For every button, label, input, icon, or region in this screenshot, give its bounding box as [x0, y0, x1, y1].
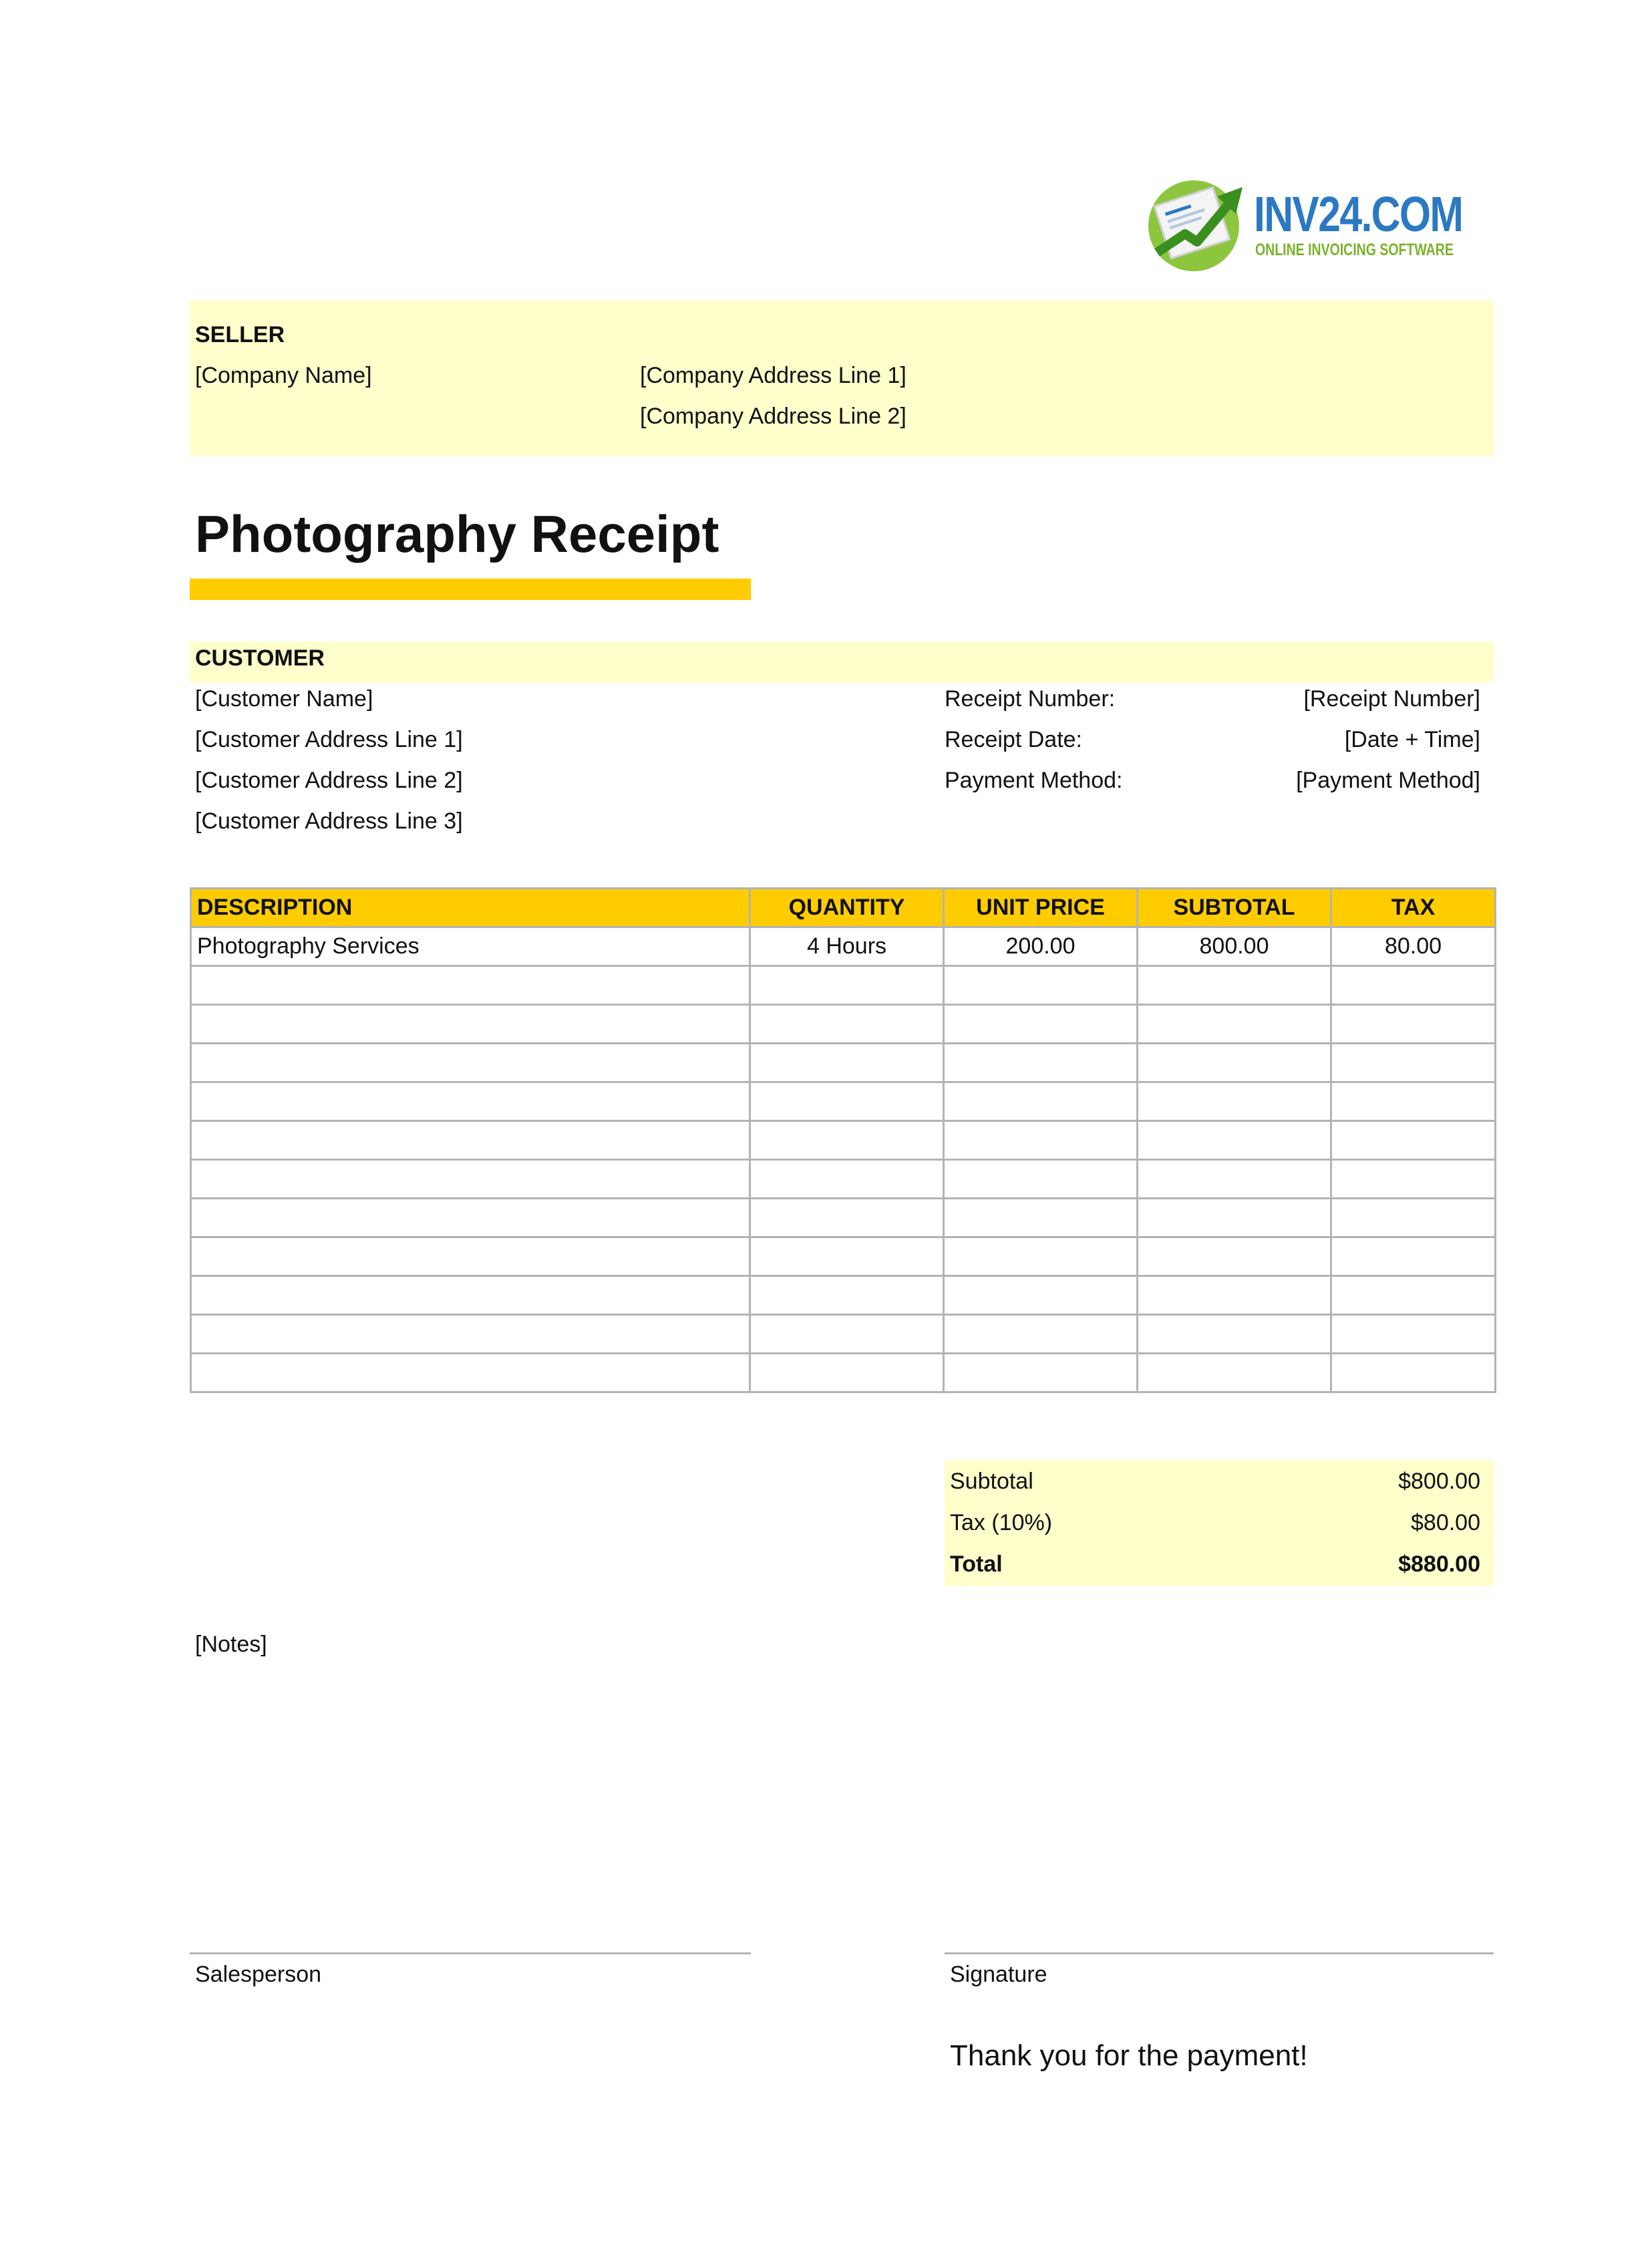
- seller-heading: SELLER: [195, 322, 285, 347]
- col-header-subtotal: SUBTOTAL: [1138, 889, 1331, 927]
- cell-unit-price: [944, 1199, 1138, 1237]
- cell-tax: [1331, 1044, 1496, 1082]
- items-table: [190, 887, 1496, 1393]
- cell-description: [191, 1276, 750, 1315]
- cell-subtotal: [1138, 1199, 1331, 1237]
- receipt-number-label: Receipt Number:: [945, 686, 1116, 712]
- cell-tax: [1331, 1121, 1496, 1160]
- salesperson-line: [190, 1952, 751, 1954]
- payment-method-value: [Payment Method]: [1296, 768, 1480, 793]
- cell-quantity: [750, 1121, 944, 1160]
- cell-description: [191, 966, 750, 1005]
- cell-tax: [1331, 1082, 1496, 1121]
- cell-description: [191, 1044, 750, 1082]
- cell-unit-price: [944, 1044, 1138, 1082]
- table-row: [191, 1160, 1496, 1199]
- cell-description: [191, 1082, 750, 1121]
- page-title: Photography Receipt: [195, 504, 719, 563]
- cell-subtotal: [1138, 1354, 1331, 1392]
- cell-description: [191, 1005, 750, 1044]
- cell-description: [191, 1199, 750, 1237]
- cell-unit-price: [944, 1276, 1138, 1315]
- logo-emblem-icon: [1144, 172, 1251, 273]
- col-header-unit-price: UNIT PRICE: [944, 889, 1138, 927]
- cell-tax: [1331, 1160, 1496, 1199]
- cell-description: [191, 1237, 750, 1276]
- cell-unit-price: [944, 1082, 1138, 1121]
- cell-description: [191, 1121, 750, 1160]
- cell-subtotal: 800.00: [1138, 927, 1331, 966]
- cell-unit-price: [944, 966, 1138, 1005]
- total-label: Total: [950, 1551, 1003, 1577]
- cell-unit-price: [944, 1005, 1138, 1044]
- cell-description: [191, 1354, 750, 1392]
- notes-text: [Notes]: [195, 1632, 267, 1657]
- logo-brand-text: INV24.COM: [1254, 186, 1463, 242]
- cell-unit-price: [944, 1315, 1138, 1354]
- subtotal-label: Subtotal: [950, 1469, 1033, 1494]
- cell-subtotal: [1138, 1044, 1331, 1082]
- logo-tagline: ONLINE INVOICING SOFTWARE: [1255, 241, 1454, 259]
- signature-label: Signature: [950, 1962, 1047, 1987]
- company-logo: [1144, 172, 1463, 273]
- cell-quantity: [750, 1315, 944, 1354]
- cell-tax: [1331, 1237, 1496, 1276]
- cell-subtotal: [1138, 1005, 1331, 1044]
- cell-quantity: [750, 1160, 944, 1199]
- customer-heading-band: [190, 641, 1494, 683]
- table-row: [191, 966, 1496, 1005]
- cell-subtotal: [1138, 966, 1331, 1005]
- table-row: [191, 1276, 1496, 1315]
- seller-address-line2: [Company Address Line 2]: [640, 404, 906, 429]
- table-row: [191, 1199, 1496, 1237]
- tax-label: Tax (10%): [950, 1510, 1053, 1535]
- cell-description: Photography Services: [191, 927, 750, 966]
- table-row: [191, 1044, 1496, 1082]
- cell-tax: [1331, 1354, 1496, 1392]
- cell-quantity: [750, 1044, 944, 1082]
- table-row: [191, 1354, 1496, 1392]
- customer-address-line3: [Customer Address Line 3]: [195, 808, 463, 834]
- receipt-date-value: [Date + Time]: [1344, 727, 1480, 752]
- receipt-number-value: [Receipt Number]: [1303, 686, 1480, 712]
- seller-address-line1: [Company Address Line 1]: [640, 363, 906, 388]
- cell-subtotal: [1138, 1315, 1331, 1354]
- table-row: [191, 1315, 1496, 1354]
- table-header-row: [191, 889, 1496, 927]
- cell-unit-price: [944, 1160, 1138, 1199]
- cell-tax: [1331, 966, 1496, 1005]
- cell-tax: [1331, 1315, 1496, 1354]
- cell-tax: [1331, 1199, 1496, 1237]
- cell-unit-price: [944, 1121, 1138, 1160]
- cell-tax: 80.00: [1331, 927, 1496, 966]
- cell-unit-price: [944, 1237, 1138, 1276]
- title-underline: [190, 579, 751, 600]
- cell-subtotal: [1138, 1276, 1331, 1315]
- customer-address-line2: [Customer Address Line 2]: [195, 768, 463, 793]
- seller-company-name: [Company Name]: [195, 363, 372, 388]
- cell-description: [191, 1160, 750, 1199]
- table-row: [191, 1005, 1496, 1044]
- salesperson-label: Salesperson: [195, 1962, 322, 1987]
- cell-tax: [1331, 1276, 1496, 1315]
- total-value: $880.00: [1398, 1551, 1480, 1577]
- table-row: [191, 1082, 1496, 1121]
- cell-quantity: [750, 1199, 944, 1237]
- cell-subtotal: [1138, 1160, 1331, 1199]
- cell-quantity: [750, 1005, 944, 1044]
- receipt-date-label: Receipt Date:: [945, 727, 1082, 752]
- thank-you-message: Thank you for the payment!: [950, 2039, 1308, 2072]
- cell-quantity: [750, 1237, 944, 1276]
- tax-value: $80.00: [1411, 1510, 1480, 1535]
- cell-subtotal: [1138, 1082, 1331, 1121]
- cell-quantity: [750, 1276, 944, 1315]
- table-row: [191, 927, 1496, 966]
- cell-quantity: 4 Hours: [750, 927, 944, 966]
- cell-description: [191, 1315, 750, 1354]
- cell-subtotal: [1138, 1237, 1331, 1276]
- cell-quantity: [750, 1082, 944, 1121]
- subtotal-value: $800.00: [1398, 1469, 1480, 1494]
- cell-tax: [1331, 1005, 1496, 1044]
- col-header-description: DESCRIPTION: [191, 889, 750, 927]
- table-row: [191, 1237, 1496, 1276]
- cell-quantity: [750, 966, 944, 1005]
- cell-unit-price: 200.00: [944, 927, 1138, 966]
- cell-unit-price: [944, 1354, 1138, 1392]
- customer-name: [Customer Name]: [195, 686, 373, 712]
- cell-quantity: [750, 1354, 944, 1392]
- payment-method-label: Payment Method:: [945, 768, 1123, 793]
- table-row: [191, 1121, 1496, 1160]
- col-header-quantity: QUANTITY: [750, 889, 944, 927]
- signature-line: [945, 1952, 1494, 1954]
- cell-subtotal: [1138, 1121, 1331, 1160]
- customer-heading: CUSTOMER: [195, 645, 325, 671]
- customer-address-line1: [Customer Address Line 1]: [195, 727, 463, 752]
- col-header-tax: TAX: [1331, 889, 1496, 927]
